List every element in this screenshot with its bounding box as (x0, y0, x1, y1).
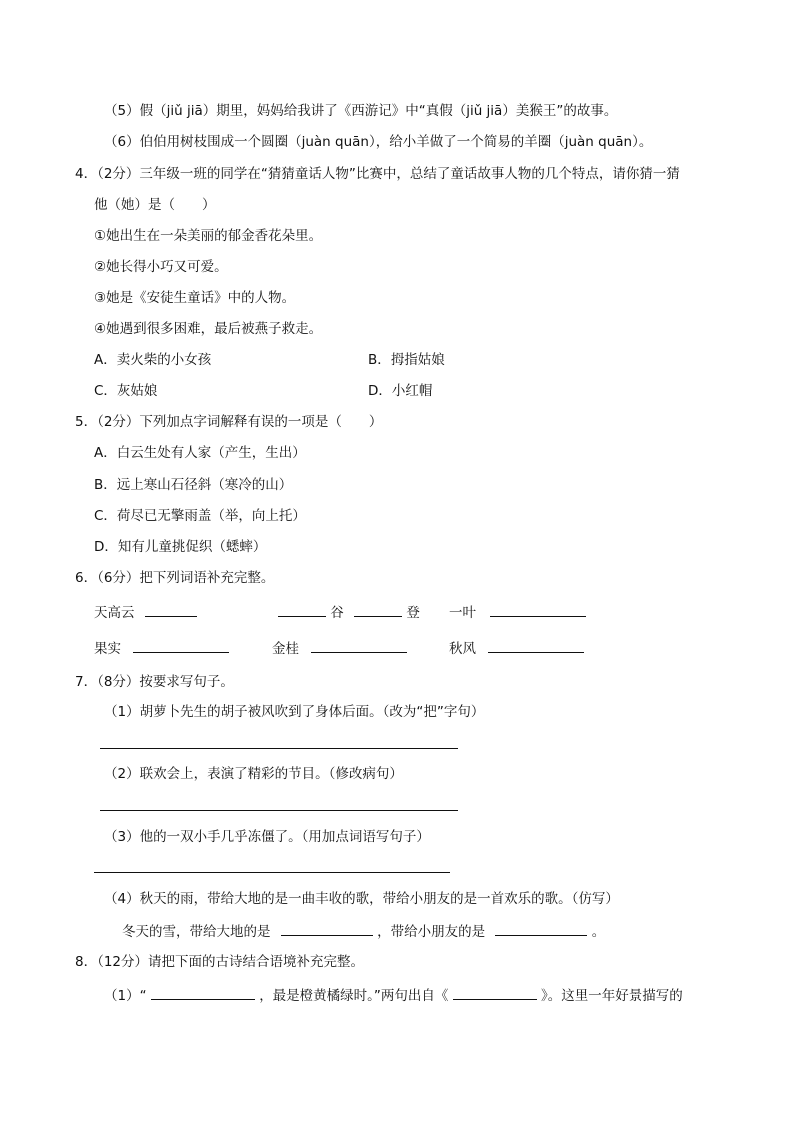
q6-row1-word2 (278, 602, 420, 622)
q6-blank-6[interactable] (488, 638, 584, 653)
q6-word-guoshi: 果实 (94, 641, 121, 657)
q6-row2-word1 (94, 638, 229, 658)
q4-option-d: D．小红帽 (368, 383, 433, 399)
q7-imitation-line (122, 921, 605, 941)
q7-fill-end: 。 (591, 924, 606, 940)
q8-tail-text: 》。这里一年好景描写的 (541, 988, 683, 1004)
q8-open-quote: （1）“ (104, 988, 147, 1004)
q7-item-1: （1）胡萝卜先生的胡子被风吹到了身体后面。（改为“把”字句） (104, 704, 485, 720)
q6-blank-3[interactable] (490, 602, 586, 617)
q6-row1-word3 (449, 602, 586, 622)
q7-answer-line-2[interactable] (100, 810, 458, 811)
q7-answer-line-3[interactable] (94, 872, 450, 873)
q4-clue-1: ①她出生在一朵美丽的郁金香花朵里。 (94, 228, 323, 244)
q6-word-jingui: 金桂 (272, 641, 299, 657)
q8-item-1 (104, 985, 683, 1005)
q6-word-tiangaoyun: 天高云 (94, 605, 135, 621)
q7-item-3: （3）他的一双小手几乎冻僵了。（用加点词语写句子） (104, 829, 430, 845)
q6-blank-4[interactable] (133, 638, 229, 653)
q7-answer-line-1[interactable] (100, 748, 458, 749)
q7-item-4: （4）秋天的雨，带给大地的是一曲丰收的歌，带给小朋友的是一首欢乐的歌。（仿写） (104, 891, 619, 907)
q6-word-yiye: 一叶 (449, 605, 476, 621)
q5-option-c: C．荷尽已无擎雨盖（举，向上托） (94, 508, 306, 524)
q4-stem-cont: 他（她）是（ ） (94, 197, 216, 213)
q4-option-c: C．灰姑娘 (94, 383, 158, 399)
q8-blank-2[interactable] (453, 985, 537, 1000)
q6-word-deng: 登 (406, 605, 420, 621)
q4-clue-4: ④她遇到很多困难，最后被燕子救走。 (94, 321, 323, 337)
q3-item-6: （6）伯伯用树枝围成一个圆圈（juàn quān），给小羊做了一个简易的羊圈（juàn quān）。 (104, 134, 653, 150)
q4-stem: 4．（2分）三年级一班的同学在“猜猜童话人物”比赛中，总结了童话故事人物的几个特点，请你猜一猜 (75, 166, 680, 182)
q6-word-qiufeng: 秋风 (449, 641, 476, 657)
q6-row2-word2 (272, 638, 407, 658)
q7-fill-prefix: 冬天的雪，带给大地的是 (122, 924, 271, 940)
q5-option-b: B．远上寒山石径斜（寒冷的山） (94, 477, 293, 493)
q4-option-b: B．拇指姑娘 (368, 352, 445, 368)
q7-stem: 7．（8分）按要求写句子。 (75, 674, 234, 690)
q6-blank-1[interactable] (145, 602, 197, 617)
q6-blank-5[interactable] (311, 638, 407, 653)
q6-row1-word1 (94, 602, 197, 622)
q4-clue-3: ③她是《安徒生童话》中的人物。 (94, 290, 296, 306)
q8-middle-text: ，最是橙黄橘绿时。”两句出自《 (259, 988, 449, 1004)
q7-item-2: （2）联欢会上，表演了精彩的节目。（修改病句） (104, 766, 403, 782)
q4-option-a: A．卖火柴的小女孩 (94, 352, 212, 368)
q5-option-a: A．白云生处有人家（产生，生出） (94, 445, 306, 461)
q6-word-gu: 谷 (330, 605, 344, 621)
q7-blank-2[interactable] (495, 921, 587, 936)
q6-stem: 6．（6分）把下列词语补充完整。 (75, 570, 275, 586)
q5-option-d: D．知有儿童挑促织（蟋蟀） (94, 539, 267, 555)
q6-row2-word3 (449, 638, 584, 658)
q3-item-5: （5）假（jiǔ jiā）期里，妈妈给我讲了《西游记》中“真假（jiǔ jiā）美猴王”的故事。 (104, 103, 618, 119)
q6-blank-2b[interactable] (354, 602, 402, 617)
q8-stem: 8．（12分）请把下面的古诗结合语境补充完整。 (75, 954, 365, 970)
q8-blank-1[interactable] (151, 985, 255, 1000)
q6-blank-2a[interactable] (278, 602, 326, 617)
q4-clue-2: ②她长得小巧又可爱。 (94, 259, 228, 275)
q7-fill-middle: ，带给小朋友的是 (377, 924, 486, 940)
q7-blank-1[interactable] (281, 921, 373, 936)
q5-stem: 5．（2分）下列加点字词解释有误的一项是（ ） (75, 414, 383, 430)
